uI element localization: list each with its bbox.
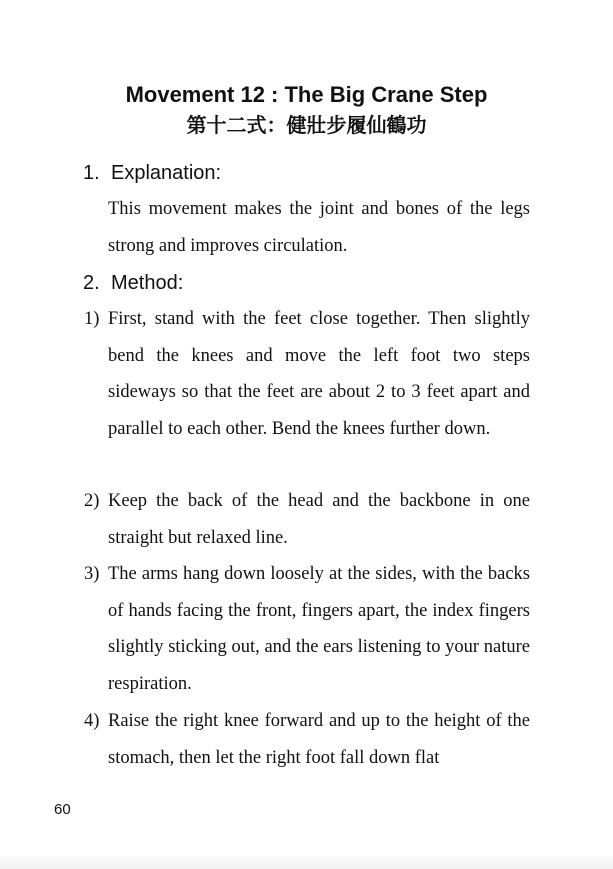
section-number: 2. xyxy=(83,272,100,294)
step-text: Raise the right knee forward and up to the height of the stomach, then let the right foot fall down flat xyxy=(108,711,530,768)
method-step xyxy=(84,483,530,556)
section-heading-label: Explanation: xyxy=(111,162,222,184)
section-heading-label: Method: xyxy=(111,272,184,294)
section-number: 1. xyxy=(83,162,100,184)
step-marker: 2) xyxy=(84,491,100,511)
step-text: First, stand with the feet close together. Then slightly bend the knees and move the left foot two steps sideways so that the feet are about 2 to 3 feet apart and parallel to each other. Bend the knees further down. xyxy=(108,309,530,439)
page-subtitle-chinese: 第十二式：健壯步履仙鶴功 xyxy=(186,113,427,137)
page-bottom-shadow xyxy=(0,853,613,869)
method-step xyxy=(84,703,530,776)
step-marker: 1) xyxy=(84,309,100,329)
step-text: The arms hang down loosely at the sides, with the backs of hands facing the front, fingers apart, the index fingers slightly sticking out, and the ears listening to your nature respiration. xyxy=(108,564,530,694)
step-text: Keep the back of the head and the backbone in one straight but relaxed line. xyxy=(108,491,530,548)
section-heading-method xyxy=(83,270,183,296)
method-step xyxy=(84,301,530,447)
explanation-paragraph: This movement makes the joint and bones of the legs strong and improves circulation. xyxy=(108,199,530,256)
page-number: 60 xyxy=(54,801,71,818)
method-step xyxy=(84,556,530,702)
step-marker: 4) xyxy=(84,711,100,731)
page-title: Movement 12 : The Big Crane Step xyxy=(125,82,488,107)
step-marker: 3) xyxy=(84,564,100,584)
section-heading-explanation xyxy=(83,160,221,186)
